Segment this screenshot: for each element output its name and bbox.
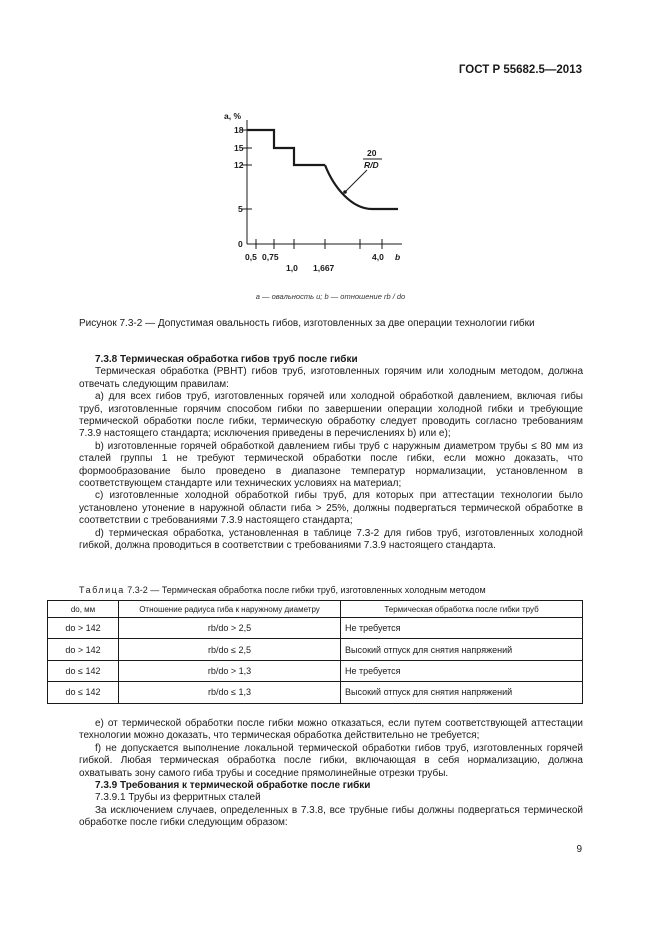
table-cell: Высокий отпуск для снятия напряжений [341,682,583,703]
ovality-chart [212,108,427,273]
section-after-table [79,718,583,830]
column-header: Термическая обработка после гибки труб [341,601,583,618]
list-item-c: с) изготовленные холодной обработкой гибы труб, для которых при аттестации технологии было установлено утонение в наружной области гиба > 25%, должны подвергаться термической обработке в соответствии с требованиями 7.3.9 настоящего стандарта; [79,490,583,527]
paragraph: За исключением случаев, определенных в 7.3.8, все трубные гибы должны подвергаться термической обработке после гибки следующим образом: [79,804,583,829]
section-title: 7.3.8 Термическая обработка гибов труб после гибки [95,354,358,365]
x-tick-label: 4,0 [372,252,384,262]
y-tick-15 [234,143,252,153]
curve-label-leader [345,170,367,192]
x-tick-label: 1,0 [286,263,298,273]
y-tick-label: 15 [234,143,244,153]
list-item-a: а) для всех гибов труб, изготовленных горячей или холодной обработкой давлением, включая гибы труб, изготовленные горячим способом гибки по завершении операции холодной гибки и требующие термической обработки после гибки, термическую обработку следует проводить согласно требованиям 7.3.9 настоящего стандарта; исключения приведены в перечислениях b) или е); [79,391,583,440]
subsection-title: 7.3.9.1 Трубы из ферритных сталей [95,792,261,804]
table-cell: Не требуется [341,618,583,639]
x-tick-label: 0,5 [245,252,257,262]
curve-label-denominator: R/D [364,160,379,170]
table-row [48,618,583,639]
y-axis-label: a, % [224,111,242,121]
list-item-f: f) не допускается выполнение локальной термической обработки гибов труб, изготовленных горячей гибкой. Любая термическая обработка после гибки, включающая в себя нормализацию, должна охватывать зону самого гиба трубы и соседние прямолинейные отрезки трубы. [79,742,583,779]
x-tick-label: 1,667 [313,263,335,273]
table-caption: Таблица 7.3-2 — Термическая обработка после гибки труб, изготовленных холодным методом [79,585,486,595]
list-item-d: d) термическая обработка, установленная в таблице 7.3-2 для гибов труб, изготовленных холодной гибкой, должна проводиться в соответствии с требованиями 7.3.9 настоящего стандарта. [79,527,583,552]
table-cell: Высокий отпуск для снятия напряжений [341,639,583,660]
step-limit-line [247,130,325,165]
y-tick-12 [234,160,252,170]
y-tick-label: 0 [238,239,243,249]
table-cell: do ≤ 142 [48,660,119,681]
column-header: do, мм [48,601,119,618]
curve-label-dot [343,190,347,194]
y-tick-label: 5 [238,204,243,214]
heat-treatment-table [47,600,583,704]
y-tick-label: 18 [234,125,244,135]
y-tick-label: 12 [234,160,244,170]
decay-curve [325,165,398,209]
document-header: ГОСТ Р 55682.5—2013 [458,64,582,76]
section-7-3-8 [79,354,583,553]
figure-legend: a — овальность u; b — отношение rb / do [255,292,406,301]
table-header-row [48,601,583,618]
ovality-chart-svg [212,108,427,273]
column-header: Отношение радиуса гиба к наружному диаметру [119,601,341,618]
table-cell: do ≤ 142 [48,682,119,703]
table-row [48,639,583,660]
table-row [48,660,583,681]
x-tick-label: 0,75 [262,252,279,262]
table-cell: Не требуется [341,660,583,681]
table-row [48,682,583,703]
paragraph: Термическая обработка (РВНТ) гибов труб, изготовленных горячим или холодным методом, должна отвечать следующим правилам: [79,366,583,390]
table-cell: do > 142 [48,639,119,660]
page-number: 9 [576,844,582,855]
table-cell: rb/do > 2,5 [119,618,341,639]
table-cell: rb/do > 1,3 [119,660,341,681]
table-cell: do > 142 [48,618,119,639]
x-axis-label: b [395,252,401,262]
list-item-e: е) от термической обработки после гибки можно отказаться, если путем соответствующей аттестации технологии можно доказать, что термическая обработка действительно не требуется; [79,718,583,742]
curve-label-numerator: 20 [367,148,377,158]
list-item-b: b) изготовленные горячей обработкой давлением гибы труб с наружным диаметром трубы ≤ 80 мм из сталей группы 1 не требуют термической обработки после гибки, если можно доказать, что формообразование было проведено в диапазоне температур нормализации, установленном в соответствующем стандарте или технических условиях на материал; [79,440,583,490]
table-cell: rb/do ≤ 1,3 [119,682,341,703]
section-title: 7.3.9 Требования к термической обработке после гибки [95,780,371,792]
table-cell: rb/do ≤ 2,5 [119,639,341,660]
y-tick-5 [238,204,252,214]
figure-caption: Рисунок 7.3-2 — Допустимая овальность гибов, изготовленных за две операции технологии гибки [79,318,535,329]
